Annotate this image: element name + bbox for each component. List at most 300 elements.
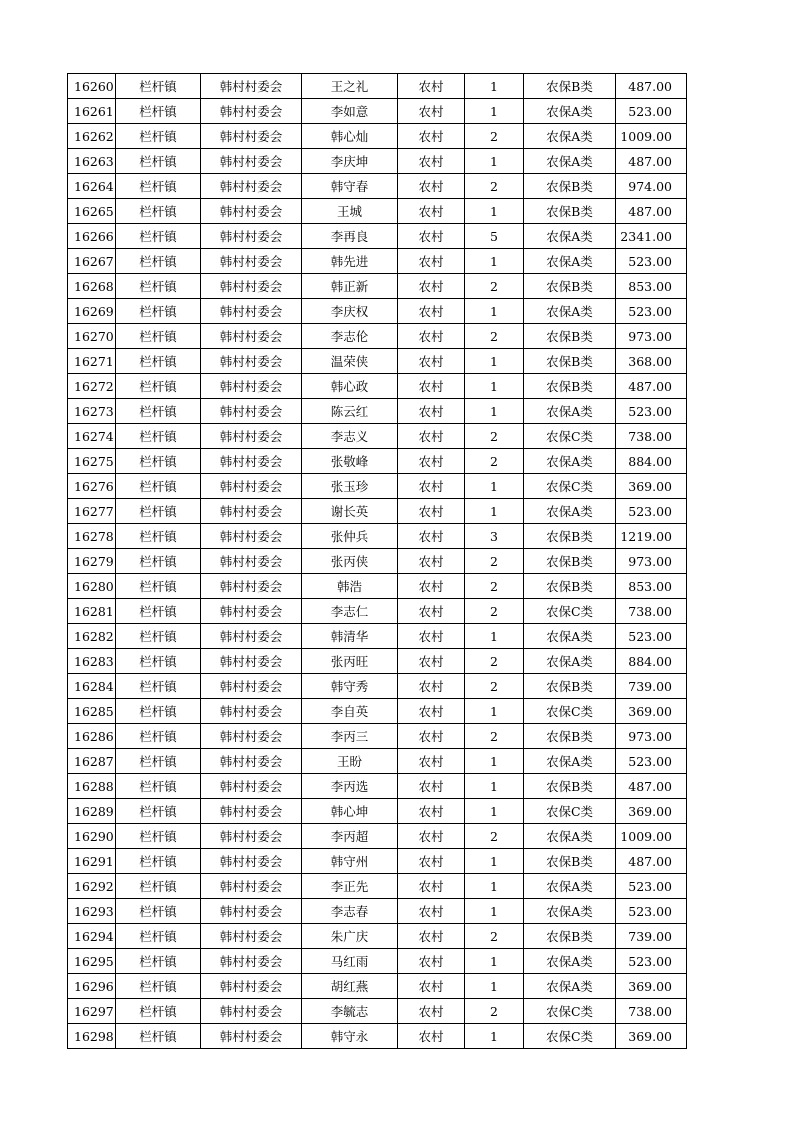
person-name-cell: 李志春 [302, 899, 398, 924]
insurance-category-cell: 农保C类 [524, 799, 616, 824]
table-row [68, 774, 687, 799]
amount-cell: 853.00 [616, 574, 687, 599]
insurance-category-cell: 农保B类 [524, 774, 616, 799]
record-id-cell: 16264 [68, 174, 116, 199]
town-cell: 栏杆镇 [116, 774, 201, 799]
area-type-cell: 农村 [398, 324, 465, 349]
village-cell: 韩村村委会 [201, 599, 302, 624]
record-id-cell: 16276 [68, 474, 116, 499]
household-count-cell: 1 [465, 874, 524, 899]
village-cell: 韩村村委会 [201, 299, 302, 324]
area-type-cell: 农村 [398, 149, 465, 174]
insurance-category-cell: 农保B类 [524, 74, 616, 99]
insurance-category-cell: 农保B类 [524, 274, 616, 299]
person-name-cell: 韩守春 [302, 174, 398, 199]
village-cell: 韩村村委会 [201, 974, 302, 999]
record-id-cell: 16288 [68, 774, 116, 799]
household-count-cell: 2 [465, 649, 524, 674]
town-cell: 栏杆镇 [116, 299, 201, 324]
person-name-cell: 张敬峰 [302, 449, 398, 474]
village-cell: 韩村村委会 [201, 174, 302, 199]
town-cell: 栏杆镇 [116, 149, 201, 174]
area-type-cell: 农村 [398, 374, 465, 399]
town-cell: 栏杆镇 [116, 174, 201, 199]
record-id-cell: 16292 [68, 874, 116, 899]
table-row [68, 999, 687, 1024]
town-cell: 栏杆镇 [116, 599, 201, 624]
insurance-category-cell: 农保C类 [524, 474, 616, 499]
area-type-cell: 农村 [398, 299, 465, 324]
table-row [68, 949, 687, 974]
village-cell: 韩村村委会 [201, 1024, 302, 1049]
town-cell: 栏杆镇 [116, 624, 201, 649]
area-type-cell: 农村 [398, 699, 465, 724]
village-cell: 韩村村委会 [201, 999, 302, 1024]
amount-cell: 487.00 [616, 374, 687, 399]
town-cell: 栏杆镇 [116, 674, 201, 699]
person-name-cell: 李自英 [302, 699, 398, 724]
village-cell: 韩村村委会 [201, 899, 302, 924]
amount-cell: 738.00 [616, 599, 687, 624]
record-id-cell: 16282 [68, 624, 116, 649]
table-row [68, 274, 687, 299]
village-cell: 韩村村委会 [201, 124, 302, 149]
amount-cell: 487.00 [616, 774, 687, 799]
town-cell: 栏杆镇 [116, 474, 201, 499]
table-body [68, 74, 687, 1049]
village-cell: 韩村村委会 [201, 799, 302, 824]
household-count-cell: 1 [465, 774, 524, 799]
amount-cell: 739.00 [616, 924, 687, 949]
household-count-cell: 2 [465, 424, 524, 449]
record-id-cell: 16265 [68, 199, 116, 224]
record-id-cell: 16262 [68, 124, 116, 149]
amount-cell: 2341.00 [616, 224, 687, 249]
table-row [68, 574, 687, 599]
village-cell: 韩村村委会 [201, 449, 302, 474]
record-id-cell: 16294 [68, 924, 116, 949]
insurance-category-cell: 农保C类 [524, 599, 616, 624]
table-row [68, 374, 687, 399]
area-type-cell: 农村 [398, 824, 465, 849]
village-cell: 韩村村委会 [201, 574, 302, 599]
record-id-cell: 16298 [68, 1024, 116, 1049]
village-cell: 韩村村委会 [201, 924, 302, 949]
household-count-cell: 1 [465, 949, 524, 974]
town-cell: 栏杆镇 [116, 549, 201, 574]
village-cell: 韩村村委会 [201, 774, 302, 799]
person-name-cell: 韩先进 [302, 249, 398, 274]
area-type-cell: 农村 [398, 624, 465, 649]
household-count-cell: 1 [465, 1024, 524, 1049]
insurance-category-cell: 农保B类 [524, 524, 616, 549]
area-type-cell: 农村 [398, 274, 465, 299]
town-cell: 栏杆镇 [116, 699, 201, 724]
village-cell: 韩村村委会 [201, 349, 302, 374]
town-cell: 栏杆镇 [116, 399, 201, 424]
table-row [68, 324, 687, 349]
amount-cell: 487.00 [616, 199, 687, 224]
table-row [68, 74, 687, 99]
area-type-cell: 农村 [398, 199, 465, 224]
town-cell: 栏杆镇 [116, 849, 201, 874]
table-row [68, 624, 687, 649]
town-cell: 栏杆镇 [116, 199, 201, 224]
record-id-cell: 16290 [68, 824, 116, 849]
household-count-cell: 2 [465, 674, 524, 699]
town-cell: 栏杆镇 [116, 499, 201, 524]
person-name-cell: 韩正新 [302, 274, 398, 299]
household-count-cell: 1 [465, 899, 524, 924]
record-id-cell: 16273 [68, 399, 116, 424]
table-row [68, 399, 687, 424]
household-count-cell: 1 [465, 399, 524, 424]
record-id-cell: 16286 [68, 724, 116, 749]
area-type-cell: 农村 [398, 774, 465, 799]
village-cell: 韩村村委会 [201, 199, 302, 224]
person-name-cell: 韩浩 [302, 574, 398, 599]
person-name-cell: 韩清华 [302, 624, 398, 649]
amount-cell: 738.00 [616, 999, 687, 1024]
table-row [68, 924, 687, 949]
area-type-cell: 农村 [398, 724, 465, 749]
amount-cell: 368.00 [616, 349, 687, 374]
insurance-category-cell: 农保A类 [524, 974, 616, 999]
record-id-cell: 16263 [68, 149, 116, 174]
table-row [68, 749, 687, 774]
household-count-cell: 1 [465, 74, 524, 99]
insurance-category-cell: 农保A类 [524, 749, 616, 774]
town-cell: 栏杆镇 [116, 799, 201, 824]
amount-cell: 884.00 [616, 649, 687, 674]
table-row [68, 199, 687, 224]
table-row [68, 99, 687, 124]
village-cell: 韩村村委会 [201, 524, 302, 549]
area-type-cell: 农村 [398, 524, 465, 549]
table-row [68, 1024, 687, 1049]
table-row [68, 349, 687, 374]
table-row [68, 149, 687, 174]
household-count-cell: 1 [465, 499, 524, 524]
village-cell: 韩村村委会 [201, 499, 302, 524]
table-row [68, 724, 687, 749]
area-type-cell: 农村 [398, 399, 465, 424]
insurance-category-cell: 农保B类 [524, 374, 616, 399]
record-id-cell: 16279 [68, 549, 116, 574]
table-row [68, 849, 687, 874]
area-type-cell: 农村 [398, 574, 465, 599]
town-cell: 栏杆镇 [116, 574, 201, 599]
village-cell: 韩村村委会 [201, 749, 302, 774]
table-row [68, 549, 687, 574]
village-cell: 韩村村委会 [201, 724, 302, 749]
table-row [68, 824, 687, 849]
insurance-category-cell: 农保A类 [524, 299, 616, 324]
person-name-cell: 王城 [302, 199, 398, 224]
area-type-cell: 农村 [398, 74, 465, 99]
town-cell: 栏杆镇 [116, 749, 201, 774]
table-row [68, 599, 687, 624]
person-name-cell: 李丙选 [302, 774, 398, 799]
table-row [68, 799, 687, 824]
person-name-cell: 张丙旺 [302, 649, 398, 674]
household-count-cell: 1 [465, 299, 524, 324]
table-row [68, 424, 687, 449]
household-count-cell: 1 [465, 749, 524, 774]
area-type-cell: 农村 [398, 174, 465, 199]
amount-cell: 369.00 [616, 699, 687, 724]
insurance-category-cell: 农保A类 [524, 949, 616, 974]
amount-cell: 973.00 [616, 549, 687, 574]
amount-cell: 487.00 [616, 149, 687, 174]
household-count-cell: 3 [465, 524, 524, 549]
household-count-cell: 2 [465, 999, 524, 1024]
table-row [68, 524, 687, 549]
person-name-cell: 李庆权 [302, 299, 398, 324]
insurance-category-cell: 农保A类 [524, 449, 616, 474]
area-type-cell: 农村 [398, 474, 465, 499]
record-id-cell: 16295 [68, 949, 116, 974]
record-id-cell: 16275 [68, 449, 116, 474]
town-cell: 栏杆镇 [116, 124, 201, 149]
record-id-cell: 16283 [68, 649, 116, 674]
table-row [68, 699, 687, 724]
insurance-category-cell: 农保A类 [524, 224, 616, 249]
town-cell: 栏杆镇 [116, 649, 201, 674]
village-cell: 韩村村委会 [201, 274, 302, 299]
record-id-cell: 16287 [68, 749, 116, 774]
village-cell: 韩村村委会 [201, 624, 302, 649]
household-count-cell: 2 [465, 324, 524, 349]
town-cell: 栏杆镇 [116, 724, 201, 749]
insurance-category-cell: 农保A类 [524, 399, 616, 424]
amount-cell: 973.00 [616, 724, 687, 749]
record-id-cell: 16289 [68, 799, 116, 824]
insurance-category-cell: 农保C类 [524, 699, 616, 724]
person-name-cell: 韩守州 [302, 849, 398, 874]
insurance-category-cell: 农保A类 [524, 499, 616, 524]
area-type-cell: 农村 [398, 224, 465, 249]
record-id-cell: 16278 [68, 524, 116, 549]
village-cell: 韩村村委会 [201, 149, 302, 174]
amount-cell: 973.00 [616, 324, 687, 349]
person-name-cell: 韩心灿 [302, 124, 398, 149]
town-cell: 栏杆镇 [116, 899, 201, 924]
household-count-cell: 2 [465, 549, 524, 574]
household-count-cell: 2 [465, 124, 524, 149]
household-count-cell: 1 [465, 474, 524, 499]
town-cell: 栏杆镇 [116, 824, 201, 849]
person-name-cell: 谢长英 [302, 499, 398, 524]
household-count-cell: 1 [465, 99, 524, 124]
area-type-cell: 农村 [398, 749, 465, 774]
insurance-category-cell: 农保A类 [524, 899, 616, 924]
person-name-cell: 韩守永 [302, 1024, 398, 1049]
table-row [68, 499, 687, 524]
town-cell: 栏杆镇 [116, 949, 201, 974]
village-cell: 韩村村委会 [201, 374, 302, 399]
insurance-category-cell: 农保B类 [524, 849, 616, 874]
area-type-cell: 农村 [398, 424, 465, 449]
record-id-cell: 16274 [68, 424, 116, 449]
area-type-cell: 农村 [398, 949, 465, 974]
household-count-cell: 2 [465, 274, 524, 299]
table-row [68, 299, 687, 324]
household-count-cell: 2 [465, 724, 524, 749]
record-id-cell: 16266 [68, 224, 116, 249]
table-row [68, 674, 687, 699]
table-row [68, 224, 687, 249]
data-table [67, 73, 687, 1049]
record-id-cell: 16291 [68, 849, 116, 874]
area-type-cell: 农村 [398, 549, 465, 574]
town-cell: 栏杆镇 [116, 424, 201, 449]
record-id-cell: 16269 [68, 299, 116, 324]
household-count-cell: 1 [465, 374, 524, 399]
village-cell: 韩村村委会 [201, 874, 302, 899]
person-name-cell: 李丙三 [302, 724, 398, 749]
person-name-cell: 温荣侠 [302, 349, 398, 374]
amount-cell: 487.00 [616, 849, 687, 874]
village-cell: 韩村村委会 [201, 824, 302, 849]
area-type-cell: 农村 [398, 649, 465, 674]
insurance-category-cell: 农保A类 [524, 874, 616, 899]
person-name-cell: 朱广庆 [302, 924, 398, 949]
record-id-cell: 16277 [68, 499, 116, 524]
household-count-cell: 1 [465, 699, 524, 724]
insurance-category-cell: 农保B类 [524, 174, 616, 199]
insurance-category-cell: 农保B类 [524, 724, 616, 749]
amount-cell: 739.00 [616, 674, 687, 699]
table-row [68, 174, 687, 199]
table-row [68, 649, 687, 674]
amount-cell: 487.00 [616, 74, 687, 99]
amount-cell: 523.00 [616, 499, 687, 524]
amount-cell: 369.00 [616, 474, 687, 499]
insurance-category-cell: 农保A类 [524, 149, 616, 174]
record-id-cell: 16284 [68, 674, 116, 699]
record-id-cell: 16261 [68, 99, 116, 124]
insurance-category-cell: 农保A类 [524, 824, 616, 849]
person-name-cell: 韩心政 [302, 374, 398, 399]
area-type-cell: 农村 [398, 899, 465, 924]
person-name-cell: 王盼 [302, 749, 398, 774]
household-count-cell: 2 [465, 599, 524, 624]
area-type-cell: 农村 [398, 799, 465, 824]
town-cell: 栏杆镇 [116, 1024, 201, 1049]
village-cell: 韩村村委会 [201, 99, 302, 124]
amount-cell: 974.00 [616, 174, 687, 199]
insurance-category-cell: 农保B类 [524, 199, 616, 224]
person-name-cell: 李志仁 [302, 599, 398, 624]
town-cell: 栏杆镇 [116, 924, 201, 949]
insurance-category-cell: 农保A类 [524, 124, 616, 149]
table-row [68, 474, 687, 499]
town-cell: 栏杆镇 [116, 249, 201, 274]
village-cell: 韩村村委会 [201, 674, 302, 699]
amount-cell: 523.00 [616, 249, 687, 274]
household-count-cell: 1 [465, 974, 524, 999]
record-id-cell: 16260 [68, 74, 116, 99]
household-count-cell: 2 [465, 174, 524, 199]
area-type-cell: 农村 [398, 1024, 465, 1049]
area-type-cell: 农村 [398, 124, 465, 149]
village-cell: 韩村村委会 [201, 474, 302, 499]
person-name-cell: 张仲兵 [302, 524, 398, 549]
person-name-cell: 李志伦 [302, 324, 398, 349]
record-id-cell: 16280 [68, 574, 116, 599]
record-id-cell: 16296 [68, 974, 116, 999]
amount-cell: 523.00 [616, 949, 687, 974]
person-name-cell: 张丙侠 [302, 549, 398, 574]
person-name-cell: 韩心坤 [302, 799, 398, 824]
town-cell: 栏杆镇 [116, 224, 201, 249]
person-name-cell: 李正先 [302, 874, 398, 899]
village-cell: 韩村村委会 [201, 74, 302, 99]
household-count-cell: 2 [465, 924, 524, 949]
record-id-cell: 16272 [68, 374, 116, 399]
table-row [68, 899, 687, 924]
household-count-cell: 5 [465, 224, 524, 249]
amount-cell: 1009.00 [616, 124, 687, 149]
village-cell: 韩村村委会 [201, 224, 302, 249]
amount-cell: 1219.00 [616, 524, 687, 549]
person-name-cell: 李庆坤 [302, 149, 398, 174]
amount-cell: 523.00 [616, 399, 687, 424]
insurance-category-cell: 农保B类 [524, 324, 616, 349]
insurance-category-cell: 农保A类 [524, 249, 616, 274]
amount-cell: 523.00 [616, 624, 687, 649]
town-cell: 栏杆镇 [116, 449, 201, 474]
household-count-cell: 1 [465, 799, 524, 824]
record-id-cell: 16268 [68, 274, 116, 299]
household-count-cell: 1 [465, 624, 524, 649]
insurance-category-cell: 农保A类 [524, 624, 616, 649]
amount-cell: 523.00 [616, 899, 687, 924]
person-name-cell: 陈云红 [302, 399, 398, 424]
amount-cell: 523.00 [616, 299, 687, 324]
insurance-category-cell: 农保B类 [524, 924, 616, 949]
person-name-cell: 韩守秀 [302, 674, 398, 699]
amount-cell: 884.00 [616, 449, 687, 474]
person-name-cell: 李丙超 [302, 824, 398, 849]
village-cell: 韩村村委会 [201, 949, 302, 974]
record-id-cell: 16271 [68, 349, 116, 374]
town-cell: 栏杆镇 [116, 74, 201, 99]
village-cell: 韩村村委会 [201, 549, 302, 574]
area-type-cell: 农村 [398, 974, 465, 999]
area-type-cell: 农村 [398, 249, 465, 274]
area-type-cell: 农村 [398, 499, 465, 524]
insurance-category-cell: 农保B类 [524, 574, 616, 599]
amount-cell: 369.00 [616, 1024, 687, 1049]
insurance-category-cell: 农保C类 [524, 1024, 616, 1049]
household-count-cell: 1 [465, 849, 524, 874]
amount-cell: 738.00 [616, 424, 687, 449]
record-id-cell: 16270 [68, 324, 116, 349]
area-type-cell: 农村 [398, 674, 465, 699]
record-id-cell: 16281 [68, 599, 116, 624]
village-cell: 韩村村委会 [201, 424, 302, 449]
insurance-category-cell: 农保B类 [524, 549, 616, 574]
amount-cell: 523.00 [616, 749, 687, 774]
table-row [68, 874, 687, 899]
town-cell: 栏杆镇 [116, 999, 201, 1024]
record-id-cell: 16293 [68, 899, 116, 924]
area-type-cell: 农村 [398, 449, 465, 474]
household-count-cell: 2 [465, 449, 524, 474]
amount-cell: 369.00 [616, 799, 687, 824]
